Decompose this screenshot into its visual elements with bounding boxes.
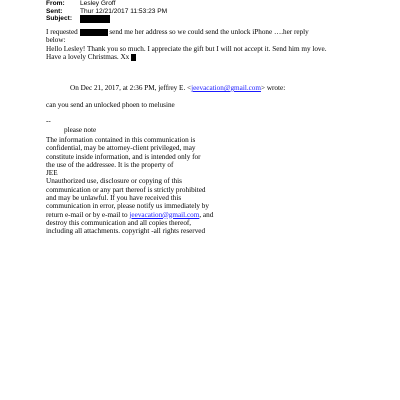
notice-email-end: , and	[199, 210, 214, 219]
message-line-1	[46, 28, 364, 36]
signature-dashes: --	[46, 117, 51, 125]
notice-line: confidential, may be attorney-client privileged, may	[46, 144, 196, 153]
notice-line: constitute inside information, and is intended only for	[46, 152, 201, 161]
name-redaction	[80, 29, 108, 36]
notice-line: Unauthorized use, disclosure or copying of this	[46, 177, 182, 186]
quoted-header-line	[70, 84, 388, 92]
quoted-header-end: > wrote:	[261, 84, 286, 92]
quoted-header	[70, 84, 388, 92]
notice-line: including all attachments. copyright -all rights reserved	[46, 227, 206, 236]
subject-label: Subject:	[46, 15, 73, 23]
confidentiality-notice	[46, 136, 256, 236]
message-line-4-text: Have a lovely Christmas. Xx	[46, 52, 130, 61]
sent-label: Sent:	[46, 7, 63, 15]
sent-value: Thur 12/21/2017 11:53:23 PM	[80, 7, 168, 15]
subject-redaction	[80, 15, 110, 23]
notice-line: The information contained in this communication is	[46, 136, 196, 144]
notice-line: the use of the addressee. It is the property of	[46, 160, 174, 169]
quoted-message: can you send an unlocked phoen to melusine	[46, 101, 175, 109]
message-line-1-start: I requested	[46, 28, 78, 36]
message-line-3: Hello Lesley! Thank you so much. I appreciate the gift but I will not accept it. Send him my love.	[46, 44, 327, 53]
notice-line: destroy this communication and all copies thereof,	[46, 218, 192, 227]
message-line-2: below:	[46, 36, 66, 45]
notice-email-line	[46, 211, 256, 219]
from-row	[46, 0, 167, 8]
notice-line: communication or any part thereof is strictly prohibited	[46, 185, 206, 194]
quoted-header-start: On Dec 21, 2017, at 2:36 PM, jeffrey E. <	[70, 84, 192, 92]
message-line-1-end: send me her address so we could send the unlock iPhone ….her reply	[109, 28, 309, 36]
from-label: From:	[46, 0, 65, 7]
message-line-4	[46, 53, 364, 61]
notice-email-link[interactable]: jeevacation@gmail.com	[129, 210, 200, 219]
notice-email-start: return e-mail or by e-mail to	[46, 210, 130, 219]
signoff-redaction	[131, 54, 136, 61]
notice-line: and may be unlawful. If you have received this	[46, 194, 182, 203]
subject-row	[46, 15, 167, 23]
quoted-email-link[interactable]: jeevacation@gmail.com	[191, 84, 261, 92]
email-header	[46, 0, 167, 23]
notice-line: communication in error, please notify us immediately by	[46, 202, 209, 211]
notice-line: JEE	[46, 169, 58, 178]
from-value: Lesley Groff	[80, 0, 116, 7]
message-body	[46, 28, 364, 61]
please-note: please note	[64, 126, 97, 134]
sent-row	[46, 8, 167, 16]
